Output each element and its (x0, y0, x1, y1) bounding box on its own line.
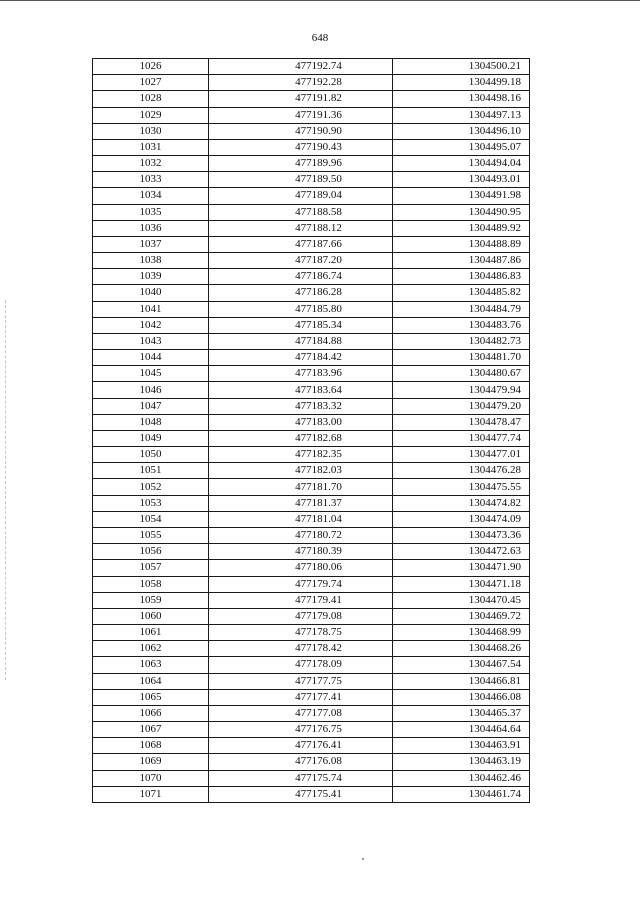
x-coordinate-value: 477183.96 (295, 367, 342, 380)
x-coordinate-value: 477188.58 (295, 205, 342, 218)
point-number-cell: 1059 (93, 592, 209, 608)
x-coordinate-value: 477187.66 (295, 237, 342, 250)
y-coordinate-cell: 1304496.10 (393, 123, 530, 139)
x-coordinate-cell (209, 673, 393, 689)
table-row (93, 317, 530, 333)
point-number-cell: 1051 (93, 463, 209, 479)
x-coordinate-value: 477177.41 (295, 690, 342, 703)
x-coordinate-cell (209, 414, 393, 430)
x-coordinate-cell (209, 139, 393, 155)
table-row (93, 527, 530, 543)
y-coordinate-cell: 1304461.74 (393, 786, 530, 802)
x-coordinate-cell (209, 754, 393, 770)
table-row (93, 156, 530, 172)
y-coordinate-cell: 1304484.79 (393, 301, 530, 317)
x-coordinate-value: 477185.80 (295, 302, 342, 315)
x-coordinate-value: 477176.41 (295, 739, 342, 752)
x-coordinate-value: 477179.41 (295, 593, 342, 606)
table-row (93, 269, 530, 285)
x-coordinate-value: 477186.74 (295, 270, 342, 283)
table-row (93, 75, 530, 91)
y-coordinate-cell: 1304466.08 (393, 689, 530, 705)
x-coordinate-value: 477192.74 (295, 60, 342, 73)
y-coordinate-cell: 1304499.18 (393, 75, 530, 91)
coordinates-table (92, 58, 530, 803)
x-coordinate-cell (209, 770, 393, 786)
x-coordinate-cell (209, 382, 393, 398)
table-row (93, 641, 530, 657)
x-coordinate-value: 477185.34 (295, 318, 342, 331)
coordinates-table-body (93, 59, 530, 803)
point-number-cell: 1038 (93, 253, 209, 269)
x-coordinate-cell (209, 447, 393, 463)
table-row (93, 398, 530, 414)
point-number-cell: 1071 (93, 786, 209, 802)
x-coordinate-cell (209, 495, 393, 511)
point-number-cell: 1030 (93, 123, 209, 139)
point-number-cell: 1039 (93, 269, 209, 285)
table-row (93, 544, 530, 560)
point-number-cell: 1027 (93, 75, 209, 91)
x-coordinate-cell (209, 705, 393, 721)
x-coordinate-value: 477177.08 (295, 706, 342, 719)
y-coordinate-cell: 1304488.89 (393, 236, 530, 252)
point-number-cell: 1064 (93, 673, 209, 689)
table-row (93, 123, 530, 139)
point-number-cell: 1053 (93, 495, 209, 511)
y-coordinate-cell: 1304487.86 (393, 253, 530, 269)
y-coordinate-cell: 1304478.47 (393, 414, 530, 430)
x-coordinate-value: 477178.42 (295, 642, 342, 655)
table-row (93, 463, 530, 479)
y-coordinate-cell: 1304463.19 (393, 754, 530, 770)
table-row (93, 770, 530, 786)
x-coordinate-value: 477184.88 (295, 335, 342, 347)
x-coordinate-value: 477181.37 (295, 496, 342, 509)
y-coordinate-cell: 1304471.90 (393, 560, 530, 576)
table-row (93, 59, 530, 75)
x-coordinate-cell (209, 738, 393, 754)
point-number-cell: 1041 (93, 301, 209, 317)
y-coordinate-cell: 1304479.20 (393, 398, 530, 414)
table-row (93, 576, 530, 592)
x-coordinate-value: 477187.20 (295, 254, 342, 267)
x-coordinate-cell (209, 220, 393, 236)
y-coordinate-cell: 1304491.98 (393, 188, 530, 204)
y-coordinate-cell: 1304495.07 (393, 139, 530, 155)
scan-left-fold-mark (5, 300, 7, 680)
point-number-cell: 1066 (93, 705, 209, 721)
x-coordinate-value: 477190.90 (295, 124, 342, 137)
x-coordinate-cell (209, 285, 393, 301)
point-number-cell: 1065 (93, 689, 209, 705)
y-coordinate-cell: 1304493.01 (393, 172, 530, 188)
y-coordinate-cell: 1304477.74 (393, 430, 530, 446)
table-row (93, 625, 530, 641)
point-number-cell: 1035 (93, 204, 209, 220)
y-coordinate-cell: 1304469.72 (393, 608, 530, 624)
x-coordinate-cell (209, 269, 393, 285)
x-coordinate-value: 477180.06 (295, 561, 342, 574)
table-row (93, 495, 530, 511)
point-number-cell: 1037 (93, 236, 209, 252)
table-row (93, 204, 530, 220)
x-coordinate-cell (209, 350, 393, 366)
y-coordinate-cell: 1304482.73 (393, 333, 530, 349)
table-row (93, 333, 530, 349)
point-number-cell: 1047 (93, 398, 209, 414)
y-coordinate-cell: 1304474.09 (393, 511, 530, 527)
table-row (93, 592, 530, 608)
point-number-cell: 1068 (93, 738, 209, 754)
y-coordinate-cell: 1304500.21 (393, 59, 530, 75)
x-coordinate-value: 477191.82 (295, 92, 342, 105)
x-coordinate-cell (209, 511, 393, 527)
x-coordinate-cell (209, 317, 393, 333)
x-coordinate-cell (209, 107, 393, 123)
x-coordinate-value: 477183.00 (295, 415, 342, 428)
x-coordinate-cell (209, 430, 393, 446)
table-row (93, 382, 530, 398)
x-coordinate-cell (209, 722, 393, 738)
x-coordinate-value: 477180.72 (295, 529, 342, 542)
table-row (93, 447, 530, 463)
point-number-cell: 1058 (93, 576, 209, 592)
x-coordinate-cell (209, 172, 393, 188)
point-number-cell: 1031 (93, 139, 209, 155)
x-coordinate-cell (209, 657, 393, 673)
point-number-cell: 1060 (93, 608, 209, 624)
x-coordinate-value: 477182.68 (295, 432, 342, 445)
x-coordinate-cell (209, 156, 393, 172)
x-coordinate-cell (209, 301, 393, 317)
y-coordinate-cell: 1304490.95 (393, 204, 530, 220)
x-coordinate-value: 477180.39 (295, 545, 342, 558)
y-coordinate-cell: 1304463.91 (393, 738, 530, 754)
x-coordinate-cell (209, 463, 393, 479)
table-row (93, 754, 530, 770)
y-coordinate-cell: 1304464.64 (393, 722, 530, 738)
x-coordinate-cell (209, 625, 393, 641)
x-coordinate-value: 477176.75 (295, 723, 342, 736)
x-coordinate-cell (209, 188, 393, 204)
x-coordinate-cell (209, 786, 393, 802)
x-coordinate-value: 477181.04 (295, 512, 342, 525)
point-number-cell: 1032 (93, 156, 209, 172)
y-coordinate-cell: 1304465.37 (393, 705, 530, 721)
point-number-cell: 1040 (93, 285, 209, 301)
x-coordinate-value: 477182.03 (295, 464, 342, 477)
x-coordinate-cell (209, 689, 393, 705)
y-coordinate-cell: 1304473.36 (393, 527, 530, 543)
y-coordinate-cell: 1304498.16 (393, 91, 530, 107)
table-row (93, 414, 530, 430)
point-number-cell: 1029 (93, 107, 209, 123)
point-number-cell: 1050 (93, 447, 209, 463)
x-coordinate-cell (209, 560, 393, 576)
table-row (93, 220, 530, 236)
x-coordinate-value: 477190.43 (295, 140, 342, 153)
point-number-cell: 1045 (93, 366, 209, 382)
point-number-cell: 1052 (93, 479, 209, 495)
point-number-cell: 1033 (93, 172, 209, 188)
point-number-cell: 1026 (93, 59, 209, 75)
x-coordinate-value: 477179.74 (295, 577, 342, 590)
table-row (93, 689, 530, 705)
x-coordinate-value: 477191.36 (295, 108, 342, 121)
table-row (93, 350, 530, 366)
x-coordinate-value: 477176.08 (295, 755, 342, 768)
point-number-cell: 1070 (93, 770, 209, 786)
y-coordinate-cell: 1304483.76 (393, 317, 530, 333)
x-coordinate-cell (209, 527, 393, 543)
x-coordinate-value: 477178.09 (295, 658, 342, 671)
y-coordinate-cell: 1304471.18 (393, 576, 530, 592)
point-number-cell: 1044 (93, 350, 209, 366)
x-coordinate-cell (209, 123, 393, 139)
y-coordinate-cell: 1304480.67 (393, 366, 530, 382)
x-coordinate-cell (209, 59, 393, 75)
point-number-cell: 1062 (93, 641, 209, 657)
table-row (93, 608, 530, 624)
x-coordinate-value: 477175.41 (295, 787, 342, 800)
point-number-cell: 1034 (93, 188, 209, 204)
table-row (93, 285, 530, 301)
table-row (93, 430, 530, 446)
x-coordinate-value: 477184.42 (295, 351, 342, 364)
point-number-cell: 1043 (93, 333, 209, 349)
x-coordinate-value: 477189.50 (295, 173, 342, 186)
page-number: 648 (311, 32, 329, 44)
point-number-cell: 1055 (93, 527, 209, 543)
x-coordinate-cell (209, 366, 393, 382)
point-number-cell: 1036 (93, 220, 209, 236)
x-coordinate-value: 477177.75 (295, 674, 342, 687)
x-coordinate-cell (209, 592, 393, 608)
y-coordinate-cell: 1304485.82 (393, 285, 530, 301)
x-coordinate-cell (209, 544, 393, 560)
table-row (93, 673, 530, 689)
point-number-cell: 1069 (93, 754, 209, 770)
x-coordinate-cell (209, 641, 393, 657)
x-coordinate-value: 477186.28 (295, 286, 342, 299)
table-row (93, 511, 530, 527)
y-coordinate-cell: 1304468.99 (393, 625, 530, 641)
x-coordinate-value: 477192.28 (295, 76, 342, 89)
table-row (93, 705, 530, 721)
x-coordinate-cell (209, 91, 393, 107)
x-coordinate-cell (209, 398, 393, 414)
x-coordinate-value: 477188.12 (295, 221, 342, 234)
y-coordinate-cell: 1304466.81 (393, 673, 530, 689)
point-number-cell: 1049 (93, 430, 209, 446)
point-number-cell: 1048 (93, 414, 209, 430)
x-coordinate-value: 477182.35 (295, 448, 342, 461)
scan-speck (362, 858, 364, 860)
x-coordinate-value: 477179.08 (295, 609, 342, 622)
x-coordinate-cell (209, 479, 393, 495)
x-coordinate-cell (209, 608, 393, 624)
table-row (93, 91, 530, 107)
y-coordinate-cell: 1304497.13 (393, 107, 530, 123)
x-coordinate-value: 477181.70 (295, 480, 342, 493)
table-row (93, 560, 530, 576)
x-coordinate-cell (209, 253, 393, 269)
y-coordinate-cell: 1304489.92 (393, 220, 530, 236)
table-row (93, 139, 530, 155)
y-coordinate-cell: 1304467.54 (393, 657, 530, 673)
y-coordinate-cell: 1304475.55 (393, 479, 530, 495)
x-coordinate-value: 477178.75 (295, 626, 342, 639)
x-coordinate-value: 477189.04 (295, 189, 342, 202)
point-number-cell: 1056 (93, 544, 209, 560)
table-row (93, 172, 530, 188)
table-row (93, 366, 530, 382)
point-number-cell: 1067 (93, 722, 209, 738)
x-coordinate-cell (209, 576, 393, 592)
point-number-cell: 1063 (93, 657, 209, 673)
point-number-cell: 1028 (93, 91, 209, 107)
y-coordinate-cell: 1304479.94 (393, 382, 530, 398)
table-row (93, 786, 530, 802)
table-row (93, 722, 530, 738)
y-coordinate-cell: 1304494.04 (393, 156, 530, 172)
y-coordinate-cell: 1304481.70 (393, 350, 530, 366)
point-number-cell: 1046 (93, 382, 209, 398)
x-coordinate-cell (209, 333, 393, 349)
table-row (93, 107, 530, 123)
y-coordinate-cell: 1304476.28 (393, 463, 530, 479)
point-number-cell: 1054 (93, 511, 209, 527)
table-row (93, 188, 530, 204)
x-coordinate-cell (209, 236, 393, 252)
scan-top-edge (0, 0, 640, 1)
y-coordinate-cell: 1304477.01 (393, 447, 530, 463)
table-row (93, 236, 530, 252)
x-coordinate-value: 477183.32 (295, 399, 342, 412)
y-coordinate-cell: 1304472.63 (393, 544, 530, 560)
table-row (93, 657, 530, 673)
x-coordinate-value: 477189.96 (295, 157, 342, 170)
x-coordinate-value: 477183.64 (295, 383, 342, 396)
y-coordinate-cell: 1304486.83 (393, 269, 530, 285)
table-row (93, 301, 530, 317)
y-coordinate-cell: 1304468.26 (393, 641, 530, 657)
table-row (93, 479, 530, 495)
x-coordinate-value: 477175.74 (295, 771, 342, 784)
x-coordinate-cell (209, 75, 393, 91)
point-number-cell: 1061 (93, 625, 209, 641)
x-coordinate-cell (209, 204, 393, 220)
table-row (93, 738, 530, 754)
point-number-cell: 1042 (93, 317, 209, 333)
y-coordinate-cell: 1304462.46 (393, 770, 530, 786)
point-number-cell: 1057 (93, 560, 209, 576)
y-coordinate-cell: 1304474.82 (393, 495, 530, 511)
y-coordinate-cell: 1304470.45 (393, 592, 530, 608)
table-row (93, 253, 530, 269)
